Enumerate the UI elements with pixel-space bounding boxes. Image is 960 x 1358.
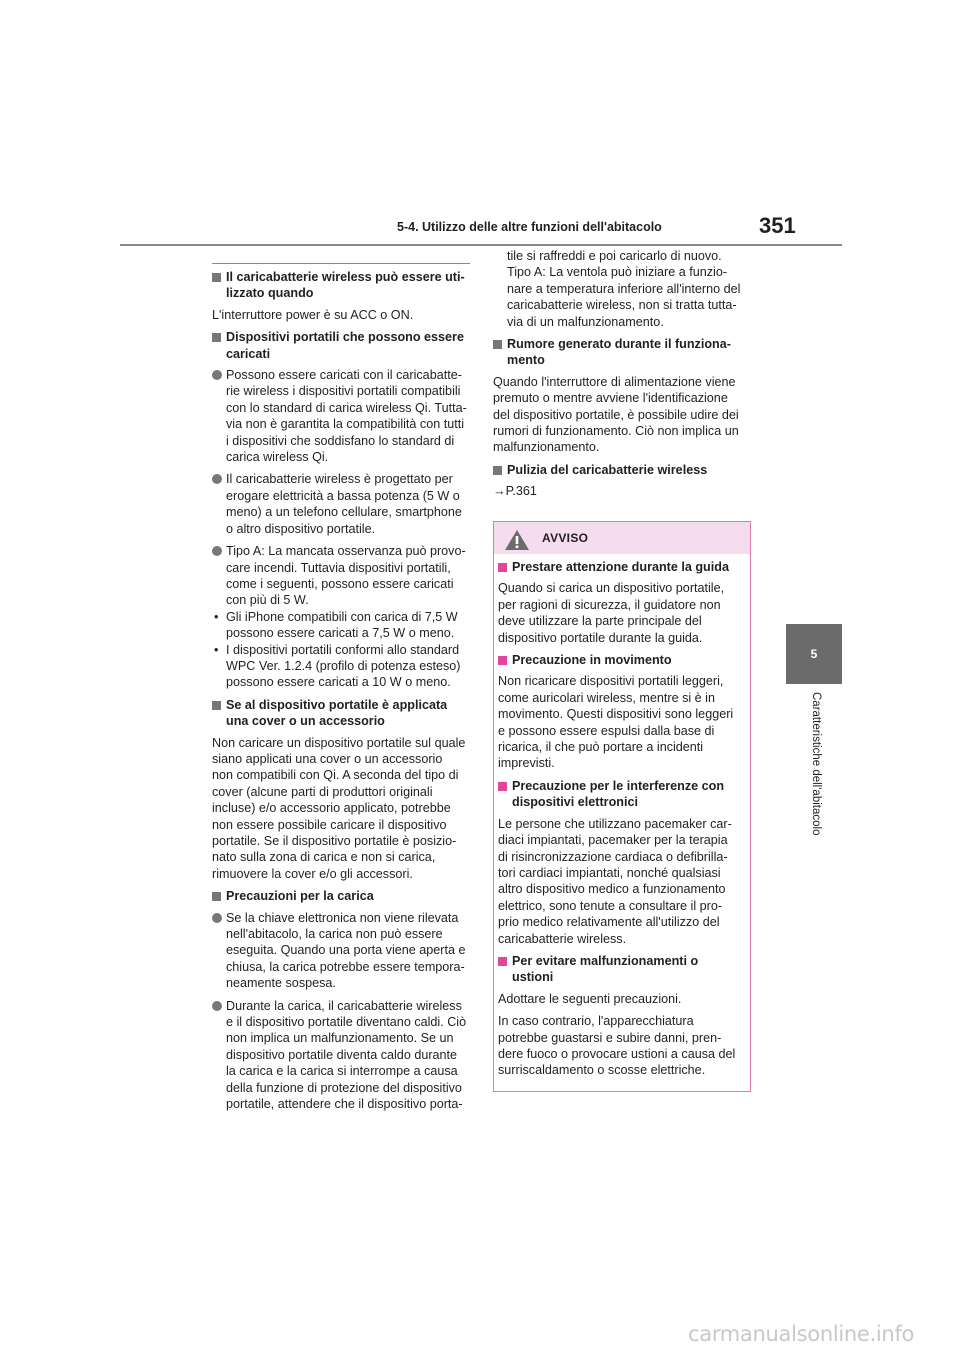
heading-text: Precauzioni per la carica [226, 889, 374, 904]
sub-item [212, 609, 470, 642]
heading-text: Rumore generato durante il funziona- mento [507, 337, 731, 368]
square-bullet-icon [498, 957, 507, 966]
section-heading [212, 697, 470, 730]
heading-text: Il caricabatterie wireless può essere uti- lizzato quando [226, 270, 465, 301]
heading-text: Pulizia del caricabatterie wireless [507, 462, 708, 477]
bullet-text: Se la chiave elettronica non viene rilevata nell'abitacolo, la carica non può essere eseguita. Quando una porta viene aperta e chiusa, la carica potrebbe essere tempora- neamente sospesa. [226, 910, 466, 991]
chapter-tab: 5 [786, 624, 842, 684]
heading-text: Dispositivi portatili che possono essere caricati [226, 330, 464, 361]
column-divider [212, 263, 470, 264]
warning-heading [498, 559, 742, 575]
sub-item-text: Gli iPhone compatibili con carica di 7,5 W possono essere caricati a 7,5 W o meno. [226, 609, 458, 641]
square-bullet-icon [498, 656, 507, 665]
warning-box [493, 521, 751, 1092]
warning-heading [498, 652, 742, 668]
bullet-text: Tipo A: La mancata osservanza può provo- care incendi. Tuttavia dispositivi portatili, come i seguenti, possono essere caricati con più di 5 W. [226, 544, 466, 608]
square-bullet-icon [493, 340, 502, 349]
square-bullet-icon [212, 333, 221, 342]
bullet-text: Durante la carica, il caricabatterie wireless e il dispositivo portatile diventano caldi. Ciò non implica un malfunzionamento. Se un dispositivo portatile diventa caldo durante la carica e la carica si interrompe a causa della funzione di protezione del dispositivo portatile, attendere che il dispositivo porta- [226, 998, 467, 1112]
paragraph: L'interruttore power è su ACC o ON. [212, 307, 414, 322]
section-heading [493, 462, 753, 478]
left-column [212, 263, 470, 1119]
paragraph: Quando si carica un dispositivo portatile, per ragioni di sicurezza, il guidatore non deve utilizzare la parte principale del dispositivo portatile durante la guida. [498, 581, 725, 645]
paragraph: Quando l'interruttore di alimentazione viene premuto o mentre avviene l'identificazione del dispositivo portatile, è possibile udire dei rumori di funzionamento. Ciò non implica un malfunzionamento. [493, 374, 739, 455]
section-title: 5-4. Utilizzo delle altre funzioni dell'abitacolo [397, 220, 662, 234]
section-heading [493, 336, 753, 369]
square-bullet-icon [493, 466, 502, 475]
sub-bullet-marker: • [214, 642, 219, 657]
round-bullet-icon [212, 913, 222, 923]
chapter-label: Caratteristiche dell'abitacolo [810, 692, 822, 836]
bullet-item [212, 367, 470, 465]
bullet-item [212, 543, 470, 609]
warning-triangle-icon [504, 529, 530, 551]
bullet-text: Il caricabatterie wireless è progettato per erogare elettricità a bassa potenza (5 W o meno) a un telefono cellulare, smartphone o altro dispositivo portatile. [226, 472, 462, 536]
paragraph: Non ricaricare dispositivi portatili leggeri, come auricolari wireless, mentre si è in movimento. Questi dispositivi sono leggeri e possono essere espulsi dalla base di ricarica, il che può portare a incidenti imprevisti. [498, 674, 734, 771]
warning-header [494, 522, 750, 554]
square-bullet-icon [498, 563, 507, 572]
paragraph: Le persone che utilizzano pacemaker car- diaci impiantati, pacemaker per la terapia di risincronizzazione cardiaca o defibrilla- tori cardiaci impiantati, nonché qualsiasi altro dispositivo medico a funzionamento elettrico, sono tenute a consultare il pro- prio medico relativamente all'utilizzo del caricabatterie wireless. [498, 816, 732, 946]
warning-heading [498, 778, 742, 811]
section-heading [212, 888, 470, 904]
bullet-item [212, 998, 470, 1113]
heading-text: Precauzione per le interferenze con dispositivi elettronici [512, 778, 725, 810]
round-bullet-icon [212, 370, 222, 380]
square-bullet-icon [212, 892, 221, 901]
heading-text: Se al dispositivo portatile è applicata una cover o un accessorio [226, 697, 448, 729]
bullet-text: Possono essere caricati con il caricabatte- rie wireless i dispositivi portatili compatibili con lo standard di carica wireless Qi. Tutta- via non è garantita la compatibilità con tutti i dispositivi che soddisfano lo standard di carica wireless Qi. [226, 368, 467, 465]
round-bullet-icon [212, 1001, 222, 1011]
right-column [493, 248, 753, 506]
paragraph: Non caricare un dispositivo portatile sul quale siano applicati una cover o un accessorio non compatibili con Qi. A seconda del tipo di cover (alcune parti di produttori originali incluse) e/o accessorio applicato, potrebbe non essere possibile caricare il dispositivo portatile. Se il dispositivo portatile è posizio- nato sulla zona di carica e non si carica, rimuovere la cover e/o gli accessori. [212, 735, 466, 881]
sub-item-text: I dispositivi portatili conformi allo standard WPC Ver. 1.2.4 (profilo di potenza esteso) possono essere caricati a 10 W o meno. [226, 642, 461, 690]
bullet-item [212, 471, 470, 537]
warning-title: AVVISO [542, 531, 589, 545]
header-divider [120, 244, 842, 246]
square-bullet-icon [212, 701, 221, 710]
page-number: 351 [759, 213, 796, 238]
heading-text: Prestare attenzione durante la guida [512, 560, 729, 574]
page-reference: →P.361 [493, 484, 537, 499]
watermark: carmanualsonline.info [688, 1322, 915, 1346]
paragraph: Adottare le seguenti precauzioni. [498, 991, 682, 1006]
heading-text: Per evitare malfunzionamenti o ustioni [512, 953, 699, 985]
section-heading [212, 269, 470, 302]
square-bullet-icon [498, 782, 507, 791]
sub-bullet-marker: • [214, 609, 219, 624]
section-heading [212, 329, 470, 362]
sub-item [212, 642, 470, 691]
heading-text: Precauzione in movimento [512, 653, 672, 668]
round-bullet-icon [212, 474, 222, 484]
continued-text: tile si raffreddi e poi caricarlo di nuovo. Tipo A: La ventola può iniziare a funzio- nare a temperatura inferiore all'interno del caricabatterie wireless, non si tratta tutta- via di un malfunzionamento. [507, 249, 741, 329]
round-bullet-icon [212, 546, 222, 556]
warning-heading [498, 953, 742, 986]
bullet-item [212, 910, 470, 992]
warning-body [494, 554, 750, 1091]
paragraph: In caso contrario, l'apparecchiatura potrebbe guastarsi e subire danni, pren- dere fuoco o provocare ustioni a causa del surriscaldamento o scosse elettriche. [498, 1014, 736, 1078]
square-bullet-icon [212, 273, 221, 282]
